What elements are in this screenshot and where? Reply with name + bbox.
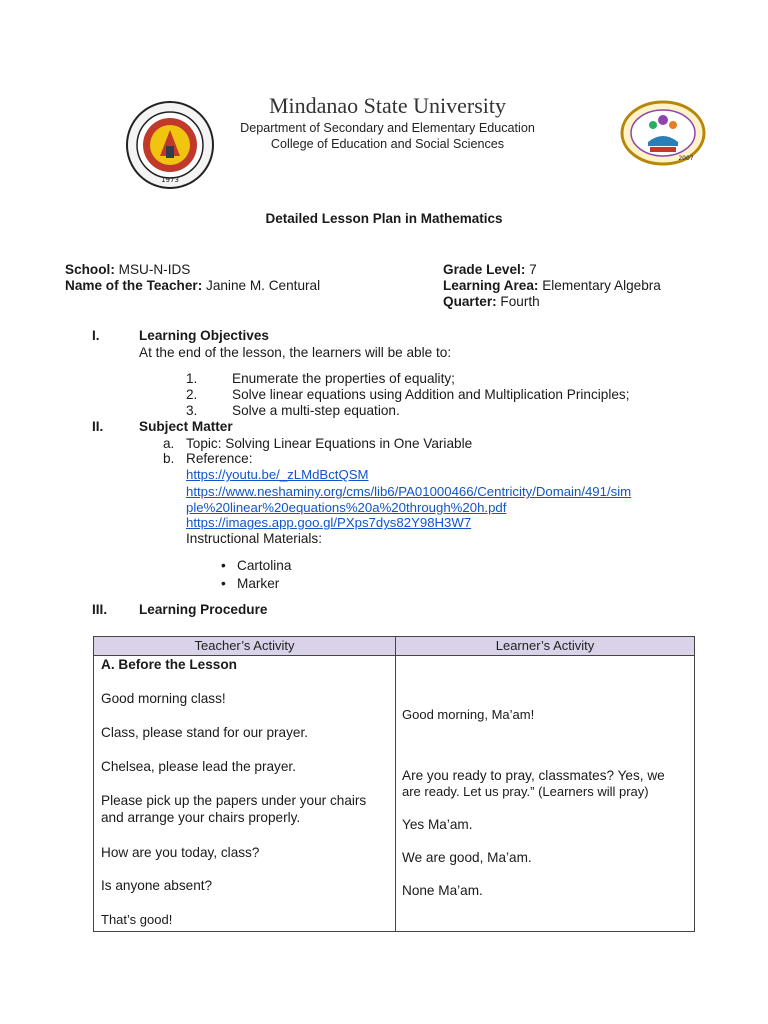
objective-number: 2.: [186, 387, 198, 402]
procedure-table: [93, 636, 695, 932]
college-seal-logo: [620, 100, 706, 166]
reference-link-images[interactable]: https://images.app.goo.gl/PXps7dys82Y98H3W7: [186, 515, 472, 530]
quarter-label: Quarter:: [443, 294, 497, 309]
grade-value: 7: [529, 262, 537, 277]
reference-link-neshaminy-cont[interactable]: ple%20linear%20equations%20a%20through%20h.pdf: [186, 500, 507, 515]
reference-letter: b.: [163, 451, 175, 466]
quarter-info: [443, 294, 540, 310]
learner-line: are ready. Let us pray.” (Learners will pray): [402, 784, 649, 799]
learner-line: Yes Ma’am.: [402, 817, 473, 832]
reference-link-youtube[interactable]: https://youtu.be/_zLMdBctQSM: [186, 467, 369, 482]
teacher-line: That’s good!: [101, 912, 173, 927]
topic-letter: a.: [163, 436, 175, 451]
teacher-line: How are you today, class?: [101, 845, 260, 860]
teacher-line: Chelsea, please lead the prayer.: [101, 759, 296, 774]
department-name: Department of Secondary and Elementary Education: [240, 121, 535, 135]
section-1-number: I.: [92, 328, 100, 343]
school-info: [65, 262, 190, 278]
objective-number: 3.: [186, 403, 198, 418]
grade-info: [443, 262, 537, 278]
area-value: Elementary Algebra: [542, 278, 661, 293]
teacher-activity-header: Teacher’s Activity: [194, 638, 295, 653]
teacher-line: Good morning class!: [101, 691, 226, 706]
section-3-title: Learning Procedure: [139, 602, 268, 617]
reference-label: Reference:: [186, 451, 253, 466]
learner-line: None Ma’am.: [402, 883, 483, 898]
section-3-number: III.: [92, 602, 108, 617]
reference-link-neshaminy[interactable]: https://www.neshaminy.org/cms/lib6/PA01000466/Centricity/Domain/491/sim: [186, 484, 632, 499]
learner-activity-header: Learner’s Activity: [495, 638, 595, 653]
right-seal-year: 2007: [678, 155, 694, 162]
learner-line: Good morning, Ma’am!: [402, 707, 535, 722]
learner-line: Are you ready to pray, classmates? Yes, we: [402, 768, 665, 783]
teacher-line: Please pick up the papers under your chairs: [101, 793, 367, 808]
school-value: MSU-N-IDS: [118, 262, 191, 277]
section-a-heading: A. Before the Lesson: [101, 657, 237, 672]
objective-number: 1.: [186, 371, 198, 386]
school-label: School:: [65, 262, 115, 277]
section-1-title: Learning Objectives: [139, 328, 269, 343]
objective-text: Enumerate the properties of equality;: [232, 371, 455, 386]
teacher-line: Is anyone absent?: [101, 878, 213, 893]
objective-text: Solve a multi-step equation.: [232, 403, 400, 418]
document-title: Detailed Lesson Plan in Mathematics: [265, 211, 503, 226]
teacher-line: Class, please stand for our prayer.: [101, 725, 309, 740]
teacher-info: [65, 278, 320, 294]
materials-label: Instructional Materials:: [186, 531, 322, 546]
section-2-number: II.: [92, 419, 104, 434]
grade-label: Grade Level:: [443, 262, 526, 277]
objectives-intro: At the end of the lesson, the learners will be able to:: [139, 345, 452, 360]
section-2-title: Subject Matter: [139, 419, 233, 434]
objective-text: Solve linear equations using Addition and Multiplication Principles;: [232, 387, 630, 402]
teacher-label: Name of the Teacher:: [65, 278, 203, 293]
teacher-value: Janine M. Centural: [206, 278, 321, 293]
university-name: Mindanao State University: [268, 93, 507, 118]
area-info: [443, 278, 661, 294]
teacher-line: and arrange your chairs properly.: [101, 810, 301, 825]
college-name: College of Education and Social Sciences: [270, 137, 505, 151]
material-item: • Marker: [237, 576, 279, 592]
left-seal-year: 1973: [161, 176, 179, 184]
learner-line: We are good, Ma’am.: [402, 850, 532, 865]
topic-text: Topic: Solving Linear Equations in One Variable: [186, 436, 473, 451]
table-column-divider: [395, 637, 396, 931]
area-label: Learning Area:: [443, 278, 539, 293]
quarter-value: Fourth: [500, 294, 540, 309]
material-item: • Cartolina: [237, 558, 291, 574]
